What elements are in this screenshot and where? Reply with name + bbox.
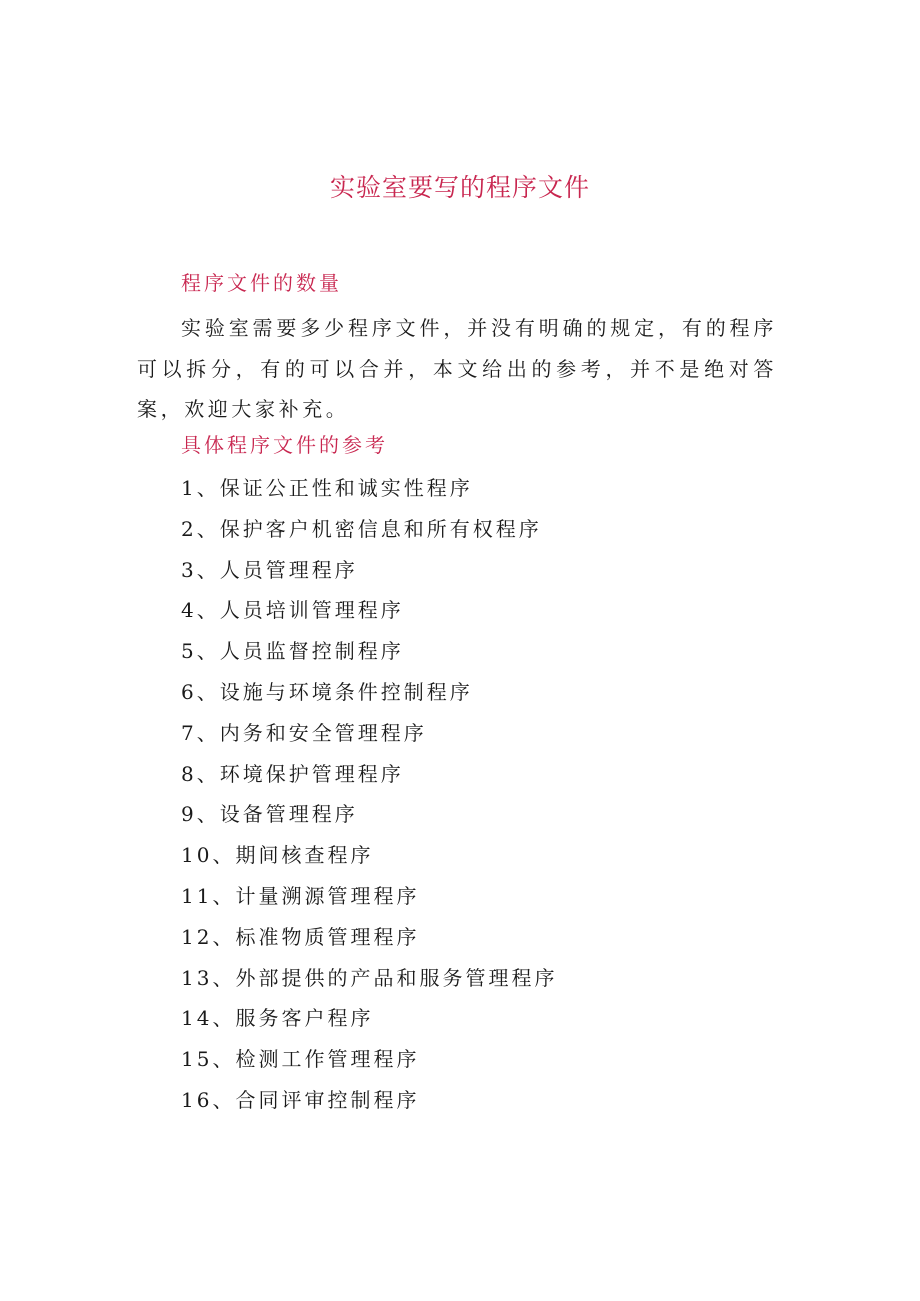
list-item: 10、期间核查程序: [181, 843, 374, 868]
list-item: 14、服务客户程序: [181, 1006, 374, 1031]
procedure-list: [181, 471, 557, 1124]
list-item: 3、人员管理程序: [181, 557, 358, 582]
intro-paragraph: 实验室需要多少程序文件，并没有明确的规定，有的程序可以拆分，有的可以合并，本文给出的参考，并不是绝对答案，欢迎大家补充。: [137, 316, 777, 421]
list-item: 7、内务和安全管理程序: [181, 720, 427, 745]
list-item: 2、保护客户机密信息和所有权程序: [181, 516, 542, 541]
list-item: 12、标准物质管理程序: [181, 924, 420, 949]
list-item: 11、计量溯源管理程序: [181, 883, 420, 908]
section-heading-quantity: 程序文件的数量: [181, 271, 342, 295]
list-item: 4、人员培训管理程序: [181, 598, 404, 623]
list-item: 8、环境保护管理程序: [181, 761, 404, 786]
list-item: 16、合同评审控制程序: [181, 1087, 420, 1112]
list-item: 6、设施与环境条件控制程序: [181, 679, 473, 704]
list-item: 13、外部提供的产品和服务管理程序: [181, 965, 558, 990]
list-item: 9、设备管理程序: [181, 802, 358, 827]
list-item: 5、人员监督控制程序: [181, 639, 404, 664]
document-title: 实验室要写的程序文件: [329, 173, 590, 202]
section-heading-reference: 具体程序文件的参考: [181, 433, 388, 457]
list-item: 1、保证公正性和诚实性程序: [181, 476, 473, 500]
list-item: 15、检测工作管理程序: [181, 1047, 420, 1072]
